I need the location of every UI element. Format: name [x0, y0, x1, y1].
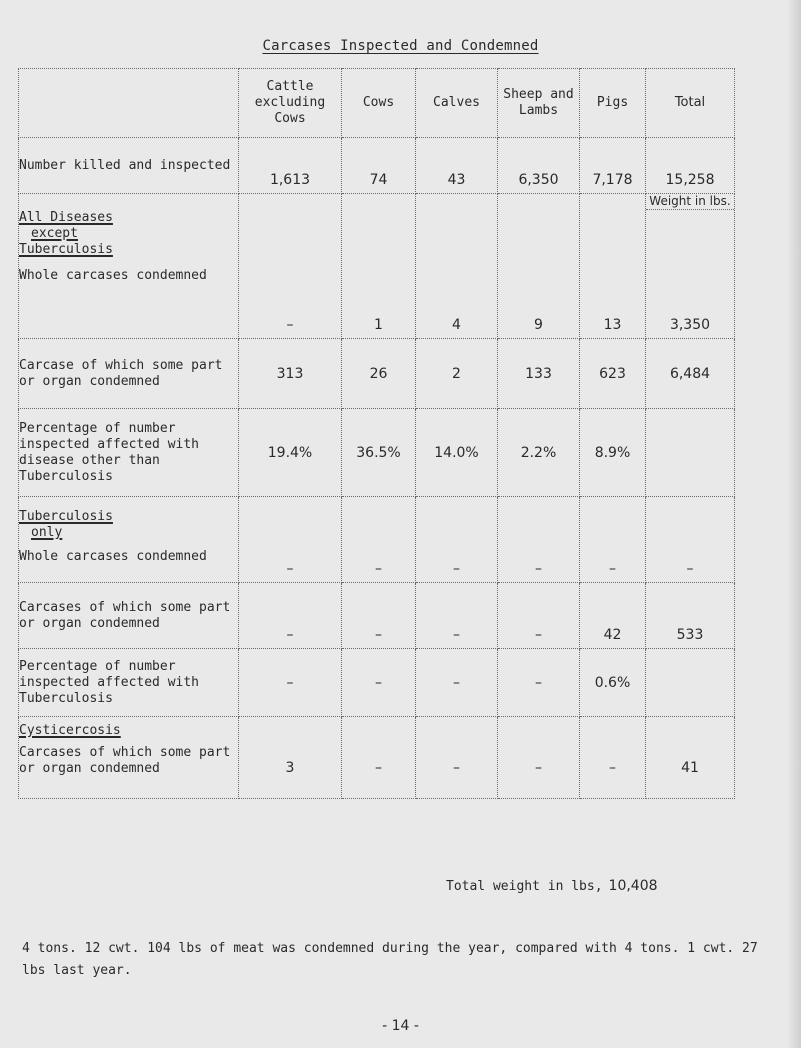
- cell: –: [498, 497, 580, 583]
- cell: –: [646, 497, 735, 583]
- header-row: [19, 69, 735, 138]
- row-cysticercosis: [19, 717, 735, 799]
- summary-paragraph: 4 tons. 12 cwt. 104 lbs of meat was condemned during the year, compared with 4 tons. 1 cwt. 27 lbs last year.: [22, 941, 758, 978]
- row-tb-part: [19, 583, 735, 649]
- section-cysticercosis: [19, 717, 239, 799]
- header-pigs: Pigs: [580, 69, 646, 138]
- cell: 623: [580, 339, 646, 409]
- page-title: Carcases Inspected and Condemned: [262, 38, 539, 54]
- cell: –: [239, 583, 342, 649]
- cell: 133: [498, 339, 580, 409]
- cell: –: [580, 717, 646, 799]
- cell: –: [580, 497, 646, 583]
- cell: 313: [239, 339, 342, 409]
- cell: 3: [239, 717, 342, 799]
- cell: –: [416, 583, 498, 649]
- section-subtitle: except: [31, 226, 78, 241]
- cell: 1,613: [239, 138, 342, 194]
- row-all-whole: [19, 194, 735, 339]
- row-label: Percentage of number inspected affected with Tuberculosis: [19, 649, 239, 717]
- section-subtitle: only: [31, 525, 63, 540]
- total-weight: [446, 878, 658, 894]
- cell: 1: [342, 194, 416, 339]
- header-cattle: Cattle excluding Cows: [239, 69, 342, 138]
- section-subtitle: Tuberculosis: [19, 242, 113, 257]
- row-all-pct: [19, 409, 735, 497]
- cell: 6,484: [646, 339, 735, 409]
- section-all-diseases: [19, 194, 239, 339]
- cell: –: [416, 497, 498, 583]
- row-tb-pct: [19, 649, 735, 717]
- cell: 19.4%: [239, 409, 342, 497]
- total-weight-label: Total weight in lbs,: [446, 879, 603, 894]
- cell: 8.9%: [580, 409, 646, 497]
- row-label: Whole carcases condemned: [19, 268, 207, 283]
- carcases-table: [18, 68, 735, 799]
- cell: –: [416, 717, 498, 799]
- section-title: Cysticercosis: [19, 723, 121, 738]
- cell: –: [498, 583, 580, 649]
- row-label: Percentage of number inspected affected with disease other than Tuberculosis: [19, 409, 239, 497]
- cell: 9: [498, 194, 580, 339]
- section-tuberculosis: [19, 497, 239, 583]
- cell: [646, 649, 735, 717]
- cell: –: [498, 649, 580, 717]
- row-label: Number killed and inspected: [19, 138, 239, 194]
- total-weight-value: 10,408: [608, 878, 658, 894]
- cell: –: [498, 717, 580, 799]
- cell: 36.5%: [342, 409, 416, 497]
- cell: –: [342, 497, 416, 583]
- cell: 6,350: [498, 138, 580, 194]
- cell: –: [416, 649, 498, 717]
- weight-note: Weight in lbs.: [646, 193, 734, 210]
- cell: –: [342, 717, 416, 799]
- cell: –: [239, 194, 342, 339]
- cell-value: 3,350: [669, 317, 711, 333]
- cell: 13: [580, 194, 646, 339]
- cell: –: [342, 649, 416, 717]
- cell: –: [239, 497, 342, 583]
- cell: 74: [342, 138, 416, 194]
- section-title: All Diseases: [19, 210, 113, 225]
- row-tb-whole: [19, 497, 735, 583]
- header-sheep: Sheep and Lambs: [498, 69, 580, 138]
- cell: 7,178: [580, 138, 646, 194]
- cell: 15,258: [646, 138, 735, 194]
- row-killed: [19, 138, 735, 194]
- cell: 2.2%: [498, 409, 580, 497]
- cell: 14.0%: [416, 409, 498, 497]
- cell: 43: [416, 138, 498, 194]
- cell: 42: [580, 583, 646, 649]
- cell: 2: [416, 339, 498, 409]
- header-cows: Cows: [342, 69, 416, 138]
- cell: 533: [646, 583, 735, 649]
- row-label: Carcases of which some part or organ condemned: [19, 745, 231, 776]
- cell: 41: [646, 717, 735, 799]
- header-total: Total: [646, 69, 735, 138]
- row-label: Carcases of which some part or organ condemned: [19, 583, 239, 649]
- page-edge-shadow: [787, 0, 801, 1048]
- row-label: Whole carcases condemned: [19, 549, 207, 564]
- header-blank: [19, 69, 239, 138]
- cell: 26: [342, 339, 416, 409]
- cell: 0.6%: [580, 649, 646, 717]
- page-number: - 14 -: [382, 1018, 419, 1034]
- cell: [646, 409, 735, 497]
- row-label: Carcase of which some part or organ condemned: [19, 339, 239, 409]
- cell: [646, 194, 735, 339]
- cell: –: [342, 583, 416, 649]
- section-title: Tuberculosis: [19, 509, 113, 524]
- header-calves: Calves: [416, 69, 498, 138]
- row-all-part: [19, 339, 735, 409]
- cell: –: [239, 649, 342, 717]
- cell: 4: [416, 194, 498, 339]
